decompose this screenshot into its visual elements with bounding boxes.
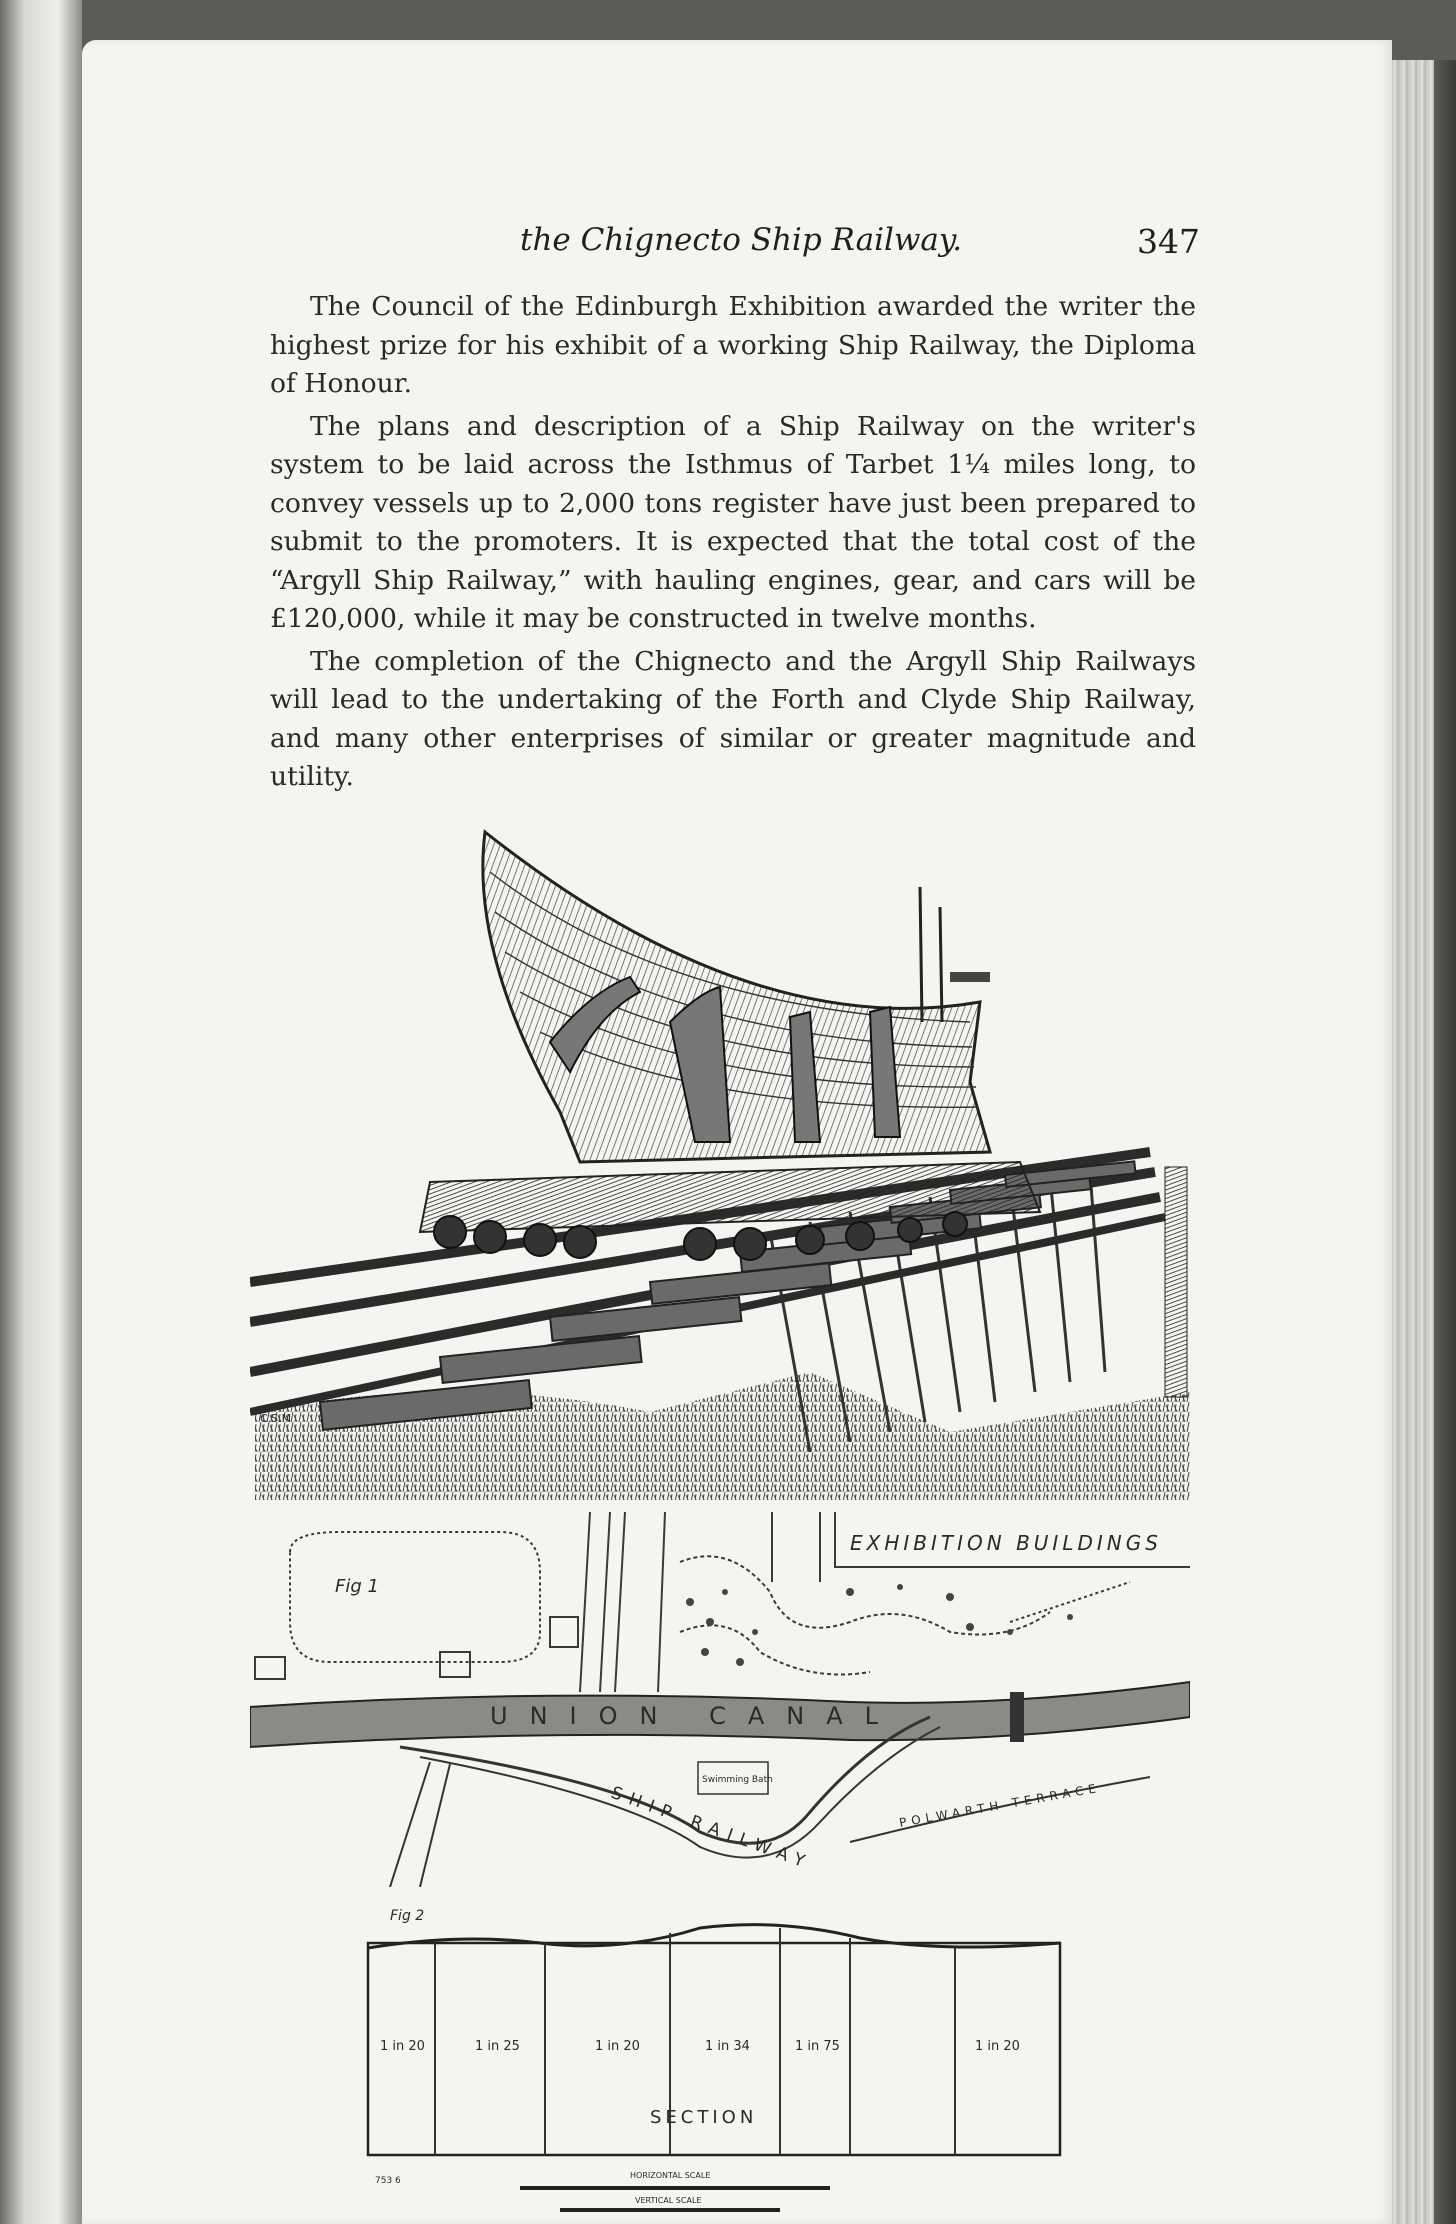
running-head bbox=[520, 218, 1200, 268]
facing-page-edge bbox=[0, 0, 82, 2224]
map-canal-label: UNION CANAL bbox=[490, 1702, 900, 1730]
paragraph-3: The completion of the Chignecto and the Argyll Ship Railways will lead to the undertaking of the Forth and Clyde Ship Railway, and many other enterprises of similar or greater magnitude and utility. bbox=[270, 645, 1196, 792]
gradient-label: 1 in 20 bbox=[595, 2039, 640, 2054]
gradient-label: 1 in 20 bbox=[380, 2039, 425, 2054]
map-railway-label: SHIP RAILWAY bbox=[608, 1782, 815, 1875]
map-bath-label: Swimming Bath bbox=[702, 1775, 773, 1785]
map-buildings-label: EXHIBITION BUILDINGS bbox=[850, 1531, 1162, 1555]
section-figure bbox=[360, 1898, 1075, 2224]
map-terrace-label: POLWARTH TERRACE bbox=[898, 1780, 1102, 1830]
body-text bbox=[270, 288, 1196, 801]
section-datum: 753 6 bbox=[375, 2176, 401, 2186]
paragraph-2: The plans and description of a Ship Railway on the writer's system to be laid across the Isthmus of Tarbet 1¼ miles long, to convey vessels up to 2,000 tons register have just been prepared to submit to the promoters. It is expected that the total cost of the “Argyll Ship Railway,” with hauling engines, gear, and cars will be £120,000, while it may be constructed in twelve months. bbox=[270, 410, 1196, 634]
gradient-label: 1 in 25 bbox=[475, 2039, 520, 2054]
running-title: the Chignecto Ship Railway. bbox=[520, 222, 963, 258]
page-stack-edge bbox=[1392, 60, 1456, 2224]
horizontal-scale-label: HORIZONTAL SCALE bbox=[630, 2171, 711, 2180]
vertical-scale-label: VERTICAL SCALE bbox=[635, 2196, 702, 2205]
gradient-label: 1 in 34 bbox=[705, 2039, 750, 2054]
page-number: 347 bbox=[1137, 222, 1200, 261]
svg-text:C.S.M: C.S.M bbox=[260, 1412, 292, 1425]
site-map-figure bbox=[250, 1512, 1190, 1887]
section-fig-label: Fig 2 bbox=[390, 1908, 425, 1924]
paragraph-1: The Council of the Edinburgh Exhibition awarded the writer the highest prize for his exhibit of a working Ship Railway, the Diploma of Honour. bbox=[270, 291, 1196, 399]
ship-railway-engraving bbox=[250, 812, 1195, 1500]
gradient-label: 1 in 75 bbox=[795, 2039, 840, 2054]
map-fig-label: Fig 1 bbox=[335, 1576, 379, 1597]
gradient-label: 1 in 20 bbox=[975, 2039, 1020, 2054]
section-title: SECTION bbox=[650, 2107, 758, 2128]
